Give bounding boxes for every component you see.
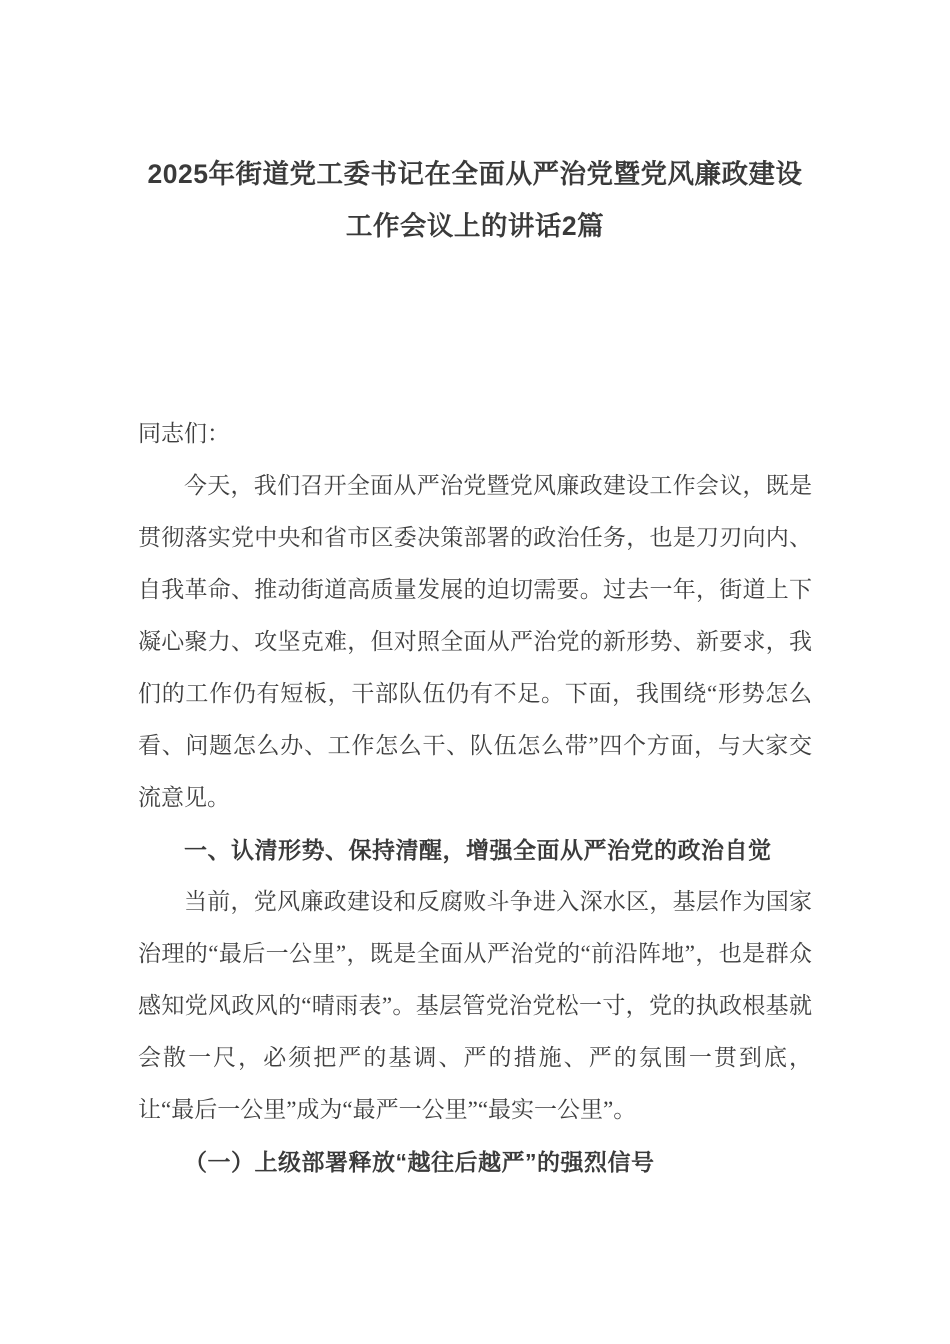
document-title: 2025年街道党工委书记在全面从严治党暨党风廉政建设工作会议上的讲话2篇 [147,159,803,241]
paragraph-section-1: 当前，党风廉政建设和反腐败斗争进入深水区，基层作为国家治理的“最后一公里”，既是全面从严治党的“前沿阵地”，也是群众感知党风政风的“晴雨表”。基层管党治党松一寸，党的执政根基就会散一尺，必须把严的基调、严的措施、严的氛围一贯到底，让“最后一公里”成为“最严一公里”“最实一公里”。 [138,889,812,1122]
salutation: 同志们： [138,421,230,446]
heading-section-1: 一、认清形势、保持清醒，增强全面从严治党的政治自觉 [184,837,772,863]
paragraph-intro: 今天，我们召开全面从严治党暨党风廉政建设工作会议，既是贯彻落实党中央和省市区委决策部署的政治任务，也是刀刃向内、自我革命、推动街道高质量发展的迫切需要。过去一年，街道上下凝心聚力、攻坚克难，但对照全面从严治党的新形势、新要求，我们的工作仍有短板，干部队伍仍有不足。下面，我围绕“形势怎么看、问题怎么办、工作怎么干、队伍怎么带”四个方面，与大家交流意见。 [138,473,812,810]
document-body [0,408,950,1188]
heading-subsection-1-1: （一）上级部署释放“越往后越严”的强烈信号 [184,1149,655,1175]
